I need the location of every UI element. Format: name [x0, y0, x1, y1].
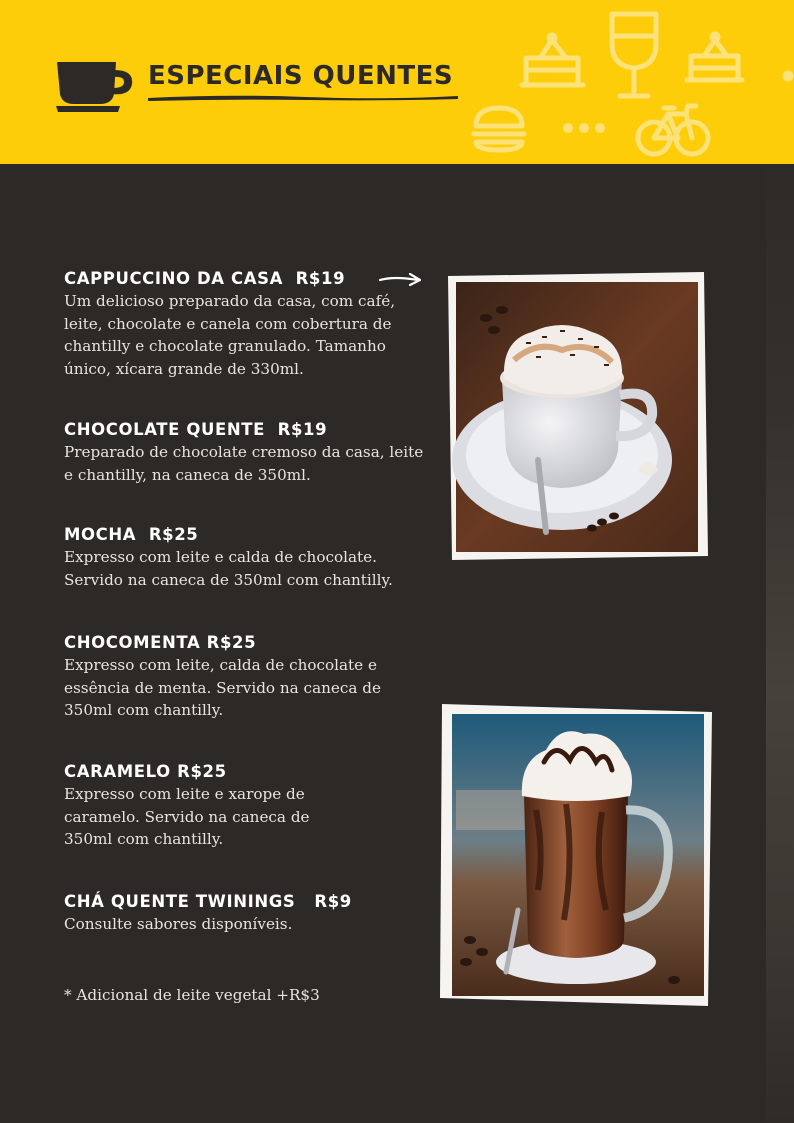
item-name: CAPPUCCINO DA CASA R$19 — [64, 269, 346, 288]
menu-item-cha-quente — [64, 892, 424, 936]
menu-item-mocha — [64, 525, 424, 591]
burger-icon — [474, 108, 524, 150]
title-underline — [146, 92, 462, 102]
menu-item-chocolate-quente — [64, 420, 424, 486]
footnote: * Adicional de leite vegetal +R$3 — [64, 986, 320, 1004]
header-banner — [0, 0, 794, 164]
item-name: CHOCOMENTA R$25 — [64, 633, 257, 652]
menu-item-caramelo — [64, 762, 329, 851]
menu-item-cappuccino — [64, 269, 424, 380]
page-title: ESPECIAIS QUENTES — [148, 61, 454, 91]
item-description: Preparado de chocolate cremoso da casa, leite e chantilly, na caneca de 350ml. — [64, 443, 424, 484]
coffee-cup-icon — [54, 58, 138, 114]
menu-item-chocomenta — [64, 633, 424, 722]
mocha-glass-photo — [436, 700, 720, 1012]
item-name: CHOCOLATE QUENTE R$19 — [64, 420, 328, 439]
background-strip — [766, 164, 794, 1123]
item-name: CARAMELO R$25 — [64, 762, 227, 781]
cake-icon — [687, 34, 742, 80]
item-name: CHÁ QUENTE TWININGS R$9 — [64, 892, 352, 911]
wine-glass-icon — [612, 14, 656, 96]
item-description: Consulte sabores disponíveis. — [64, 915, 293, 933]
arrow-right-icon — [378, 270, 424, 290]
item-description: Expresso com leite e xarope de caramelo. Servido na caneca de 350ml com chantilly. — [64, 785, 310, 848]
cake-icon — [522, 35, 583, 85]
dots-icon — [563, 123, 605, 133]
item-description: Um delicioso preparado da casa, com café, leite, chocolate e canela com cobertura de chantilly e chocolate granulado. Tamanho único, xícara grande de 330ml. — [64, 292, 396, 378]
item-description: Expresso com leite, calda de chocolate e essência de menta. Servido na caneca de 350ml com chantilly. — [64, 656, 381, 719]
item-description: Expresso com leite e calda de chocolate. Servido na caneca de 350ml com chantilly. — [64, 548, 393, 589]
cappuccino-photo — [442, 270, 712, 564]
item-name: MOCHA R$25 — [64, 525, 199, 544]
bicycle-icon — [638, 106, 708, 154]
